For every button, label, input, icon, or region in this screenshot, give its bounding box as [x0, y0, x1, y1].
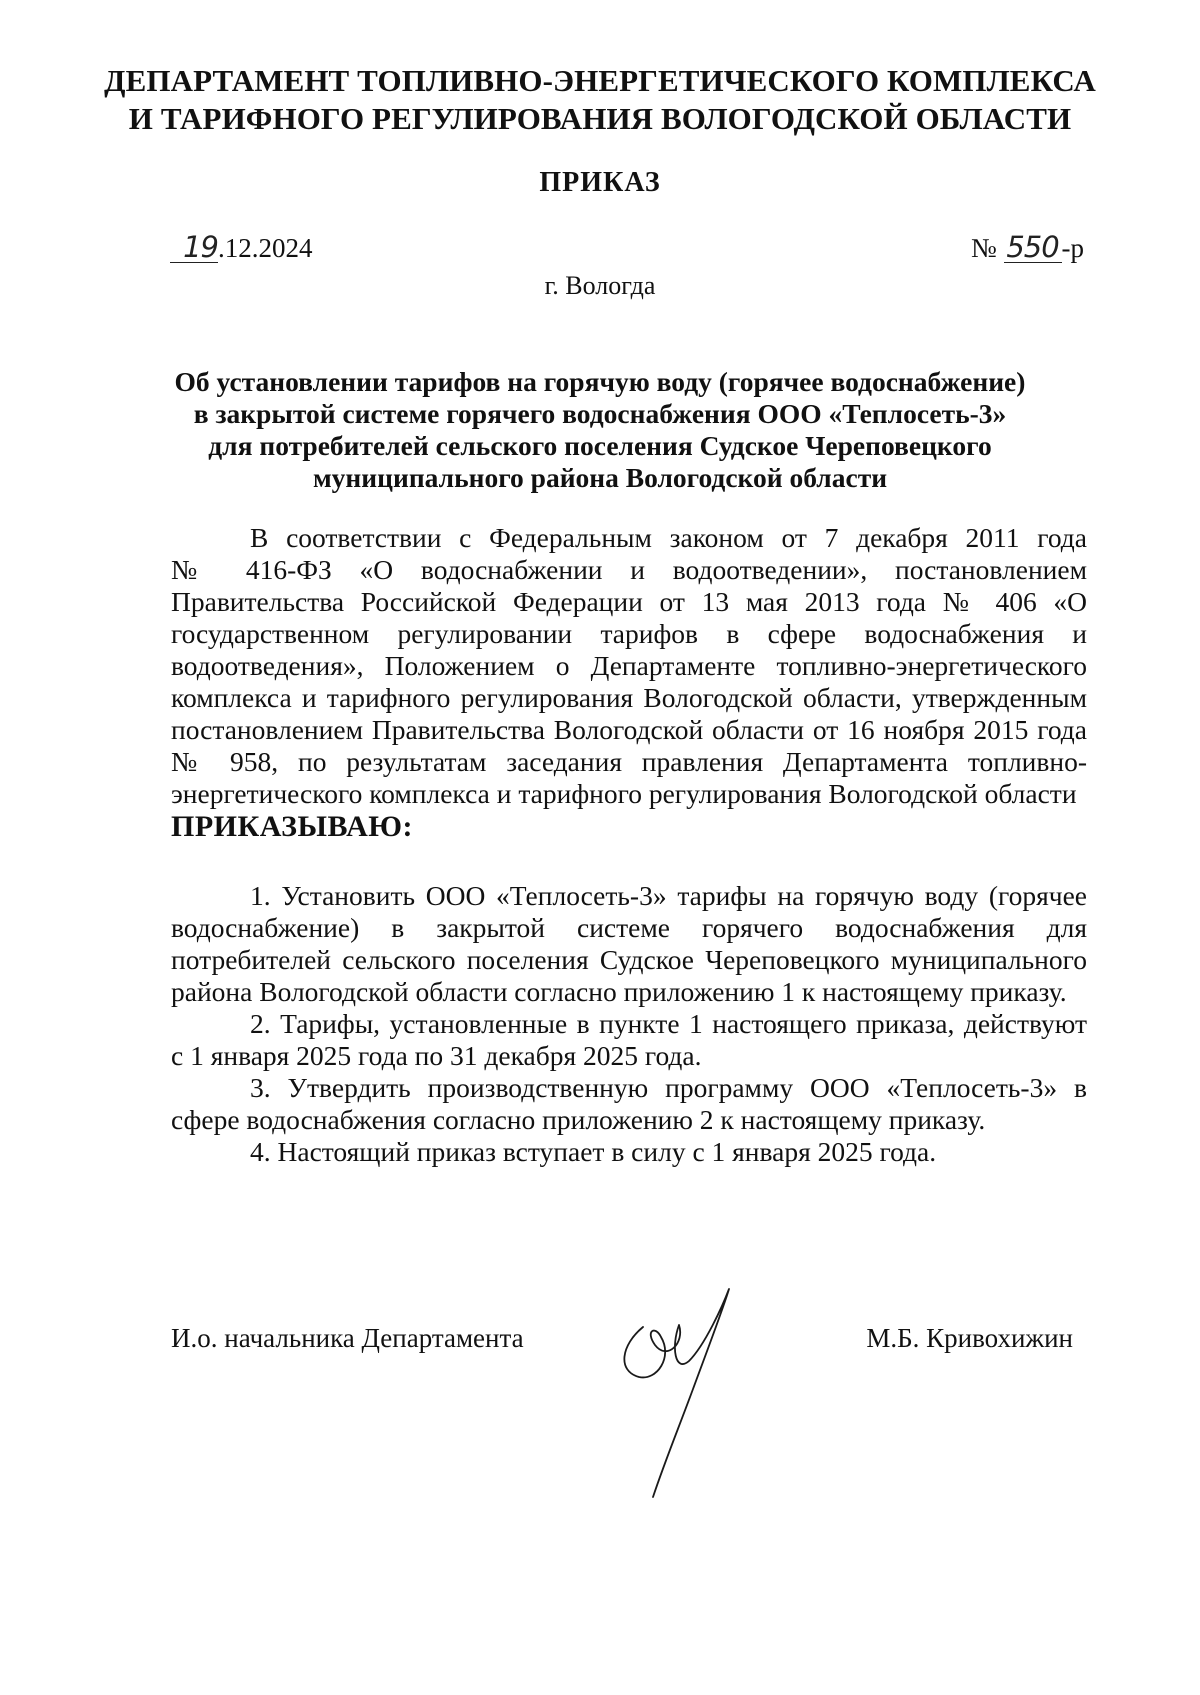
- preamble-line: В соответствии с Федеральным законом от 7 декабря 2011 года: [250, 522, 1087, 553]
- number-sign: №: [970, 233, 997, 263]
- order-date: [170, 232, 313, 264]
- title-line: для потребителей сельского поселения Судское Череповецкого: [208, 430, 992, 461]
- date-month-year: .12.2024: [218, 233, 313, 263]
- preamble-line: комплекса и тарифного регулирования Вологодской области, утвержденным: [171, 682, 1087, 713]
- signatory-name: М.Б. Кривохижин: [866, 1323, 1073, 1353]
- item-line: 2. Тарифы, установленные в пункте 1 настоящего приказа, действуют: [250, 1008, 1087, 1039]
- order-number: [971, 232, 1084, 264]
- department-header: [0, 62, 1200, 138]
- item-line: 4. Настоящий приказ вступает в силу с 1 января 2025 года.: [250, 1136, 937, 1167]
- item-line: района Вологодской области согласно приложению 1 к настоящему приказу.: [171, 976, 1067, 1007]
- signatory-position: И.о. начальника Департамента: [171, 1323, 524, 1353]
- city-line: г. Вологда: [544, 271, 656, 300]
- item-line: водоснабжение) в закрытой системе горячего водоснабжения для: [171, 912, 1087, 943]
- preamble-line: № 958, по результатам заседания правления Департамента топливно-: [171, 746, 1087, 777]
- preamble-line: № 416-ФЗ «О водоснабжении и водоотведении», постановлением: [171, 554, 1087, 585]
- item-line: с 1 января 2025 года по 31 декабря 2025 года.: [171, 1040, 702, 1071]
- item-line: 3. Утвердить производственную программу ООО «Теплосеть-3» в: [250, 1072, 1087, 1103]
- header-line-1: ДЕПАРТАМЕНТ ТОПЛИВНО-ЭНЕРГЕТИЧЕСКОГО КОМПЛЕКСА: [104, 63, 1096, 98]
- order-title: [0, 366, 1200, 494]
- header-line-2: И ТАРИФНОГО РЕГУЛИРОВАНИЯ ВОЛОГОДСКОЙ ОБЛАСТИ: [128, 101, 1072, 136]
- preamble-paragraph: [171, 522, 1087, 844]
- title-line: муниципального района Вологодской области: [312, 462, 888, 493]
- handwritten-day: 19: [170, 232, 218, 263]
- preamble-line: водоотведения», Положением о Департаменте топливно-энергетического: [171, 650, 1087, 681]
- item-line: потребителей сельского поселения Судское Череповецкого муниципального: [171, 944, 1087, 975]
- handwritten-signature: [615, 1285, 745, 1505]
- item-line: 1. Установить ООО «Теплосеть-3» тарифы на горячую воду (горячее: [250, 880, 1087, 911]
- item-line: сфере водоснабжения согласно приложению 2 к настоящему приказу.: [171, 1104, 986, 1135]
- order-items: [171, 880, 1087, 1168]
- preamble-line: постановлением Правительства Вологодской области от 16 ноября 2015 года: [171, 714, 1087, 745]
- handwritten-number: 550: [1004, 232, 1062, 263]
- title-line: Об установлении тарифов на горячую воду (горячее водоснабжение): [174, 366, 1026, 397]
- number-suffix: -р: [1061, 233, 1084, 263]
- preamble-line: Правительства Российской Федерации от 13 мая 2013 года № 406 «О: [171, 586, 1087, 617]
- preamble-line: энергетического комплекса и тарифного регулирования Вологодской области: [171, 778, 1077, 809]
- order-heading: ПРИКАЗ: [539, 167, 661, 198]
- preamble-line: государственном регулировании тарифов в сфере водоснабжения и: [171, 618, 1087, 649]
- order-verb: ПРИКАЗЫВАЮ:: [171, 810, 414, 843]
- title-line: в закрытой системе горячего водоснабжения ООО «Теплосеть-3»: [193, 398, 1007, 429]
